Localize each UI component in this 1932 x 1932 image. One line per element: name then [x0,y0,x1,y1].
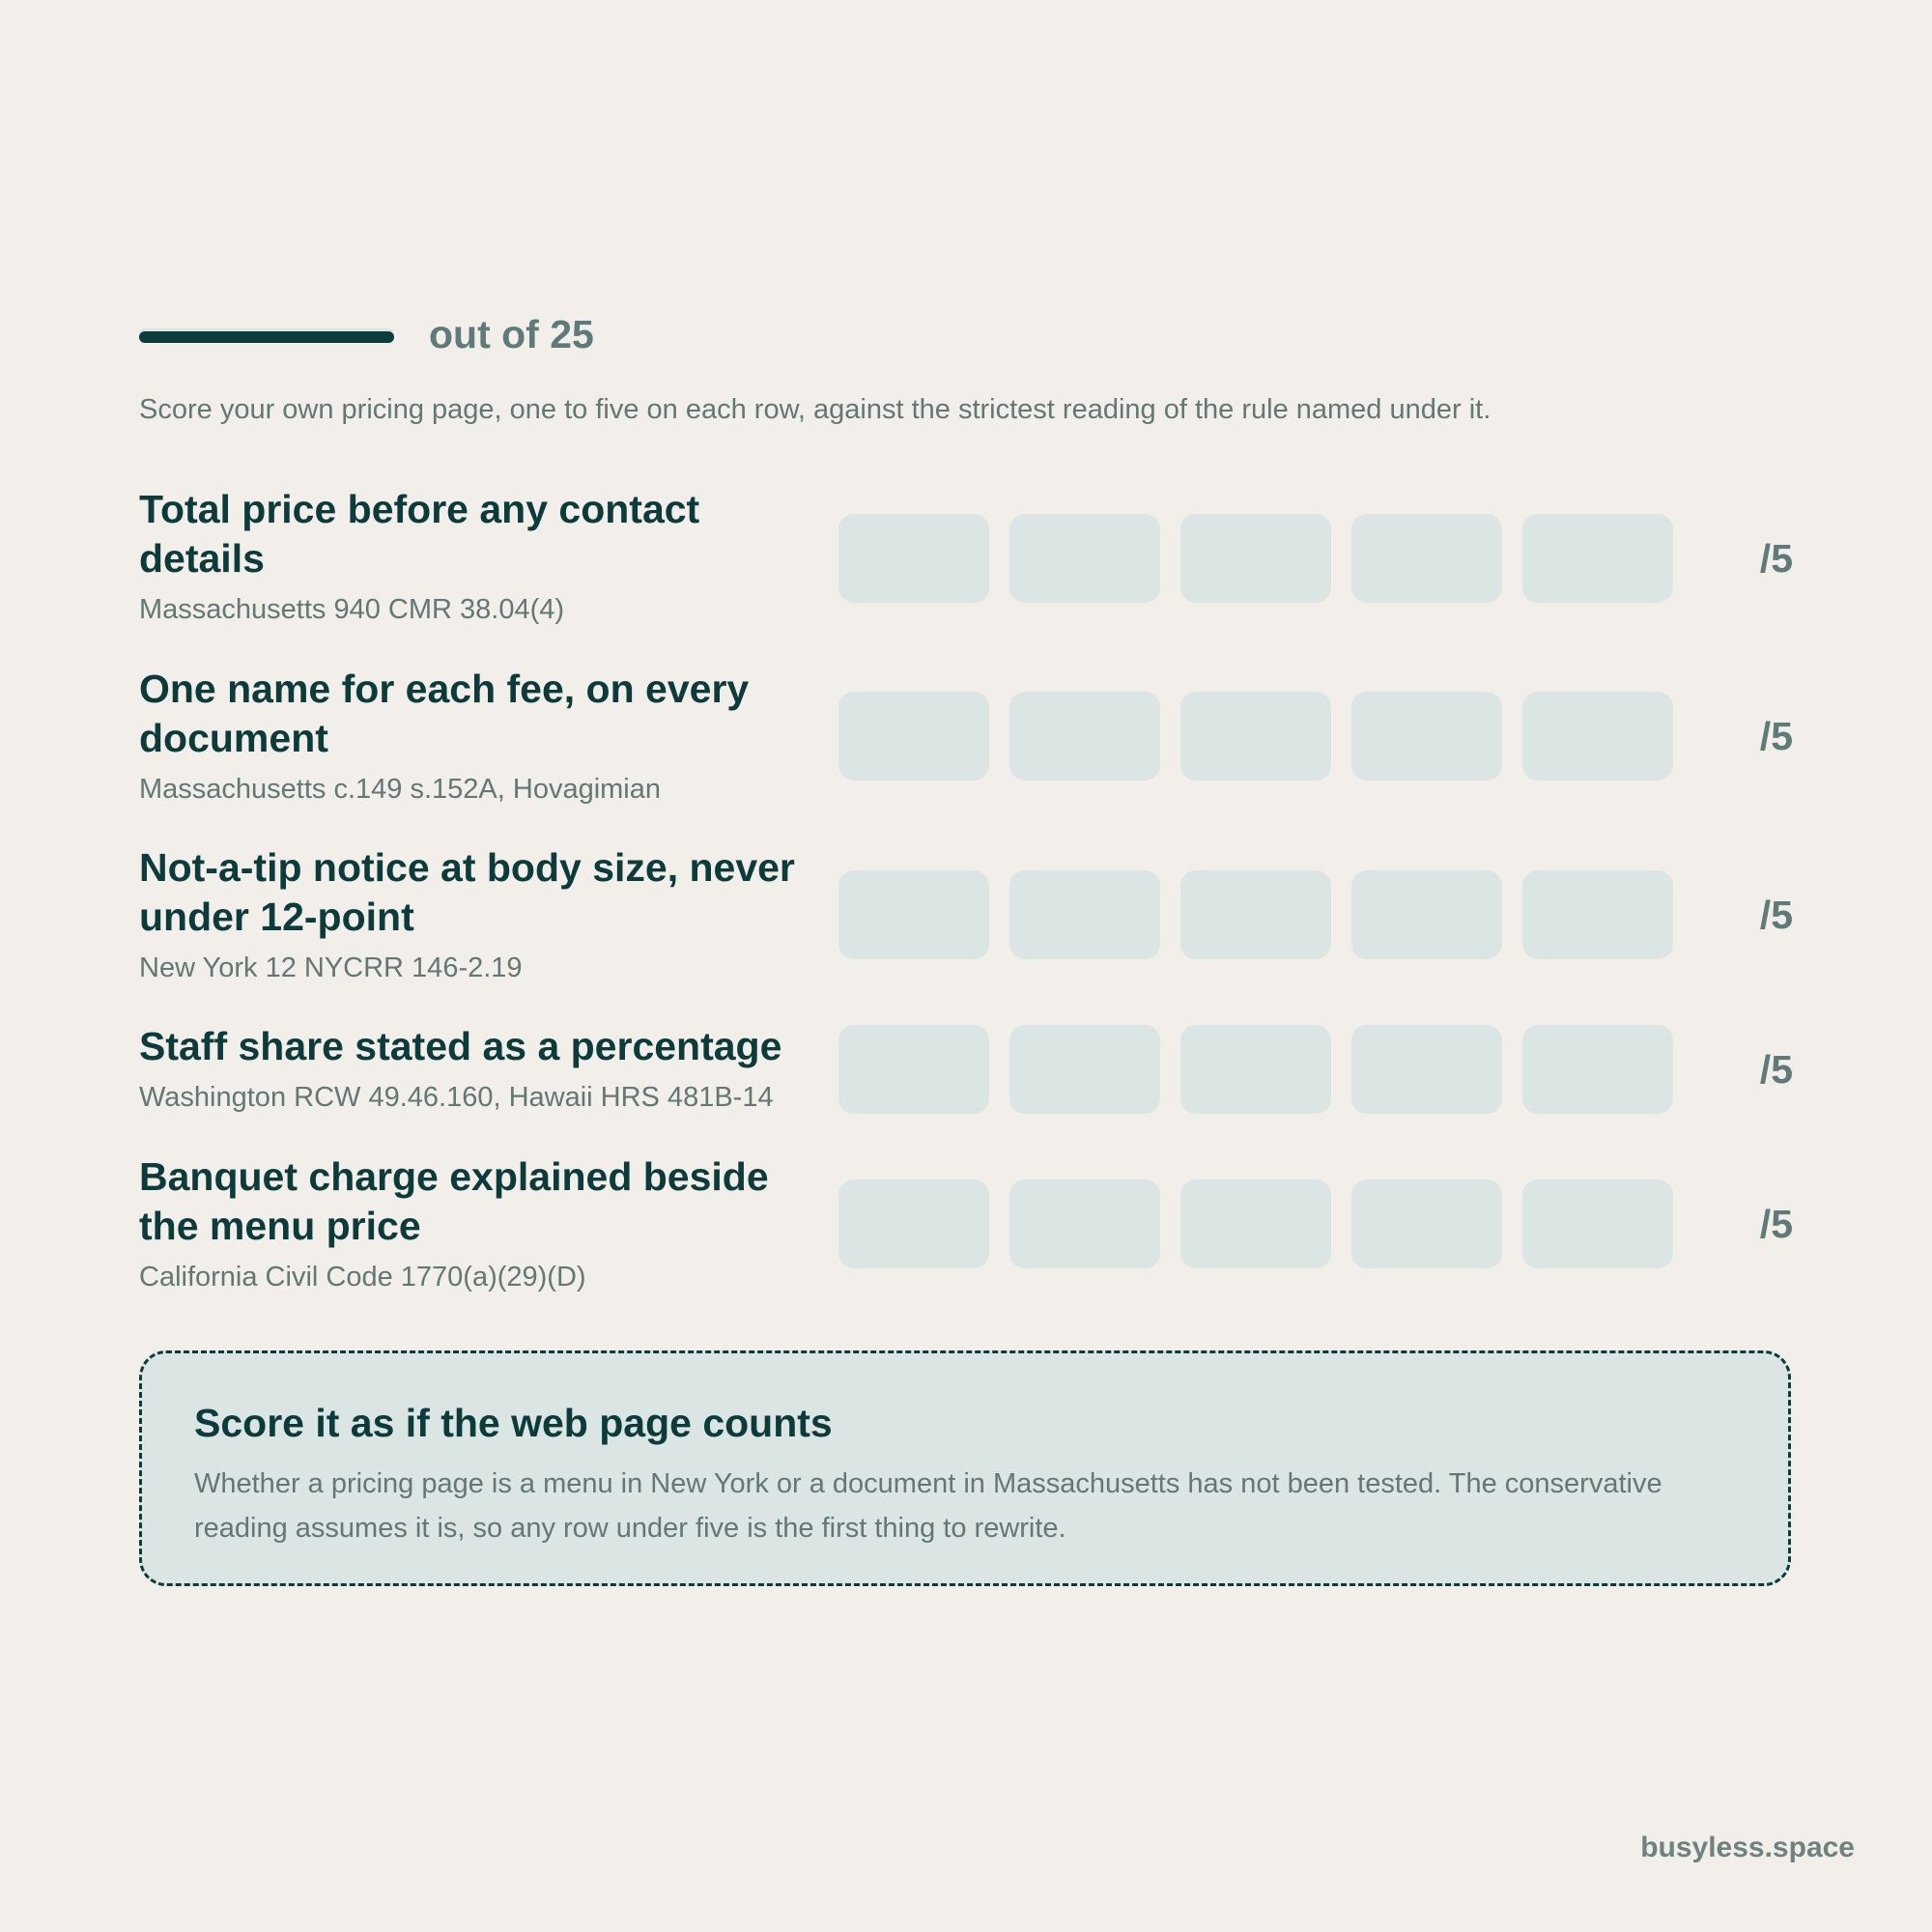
score-box-2[interactable] [1009,1179,1160,1268]
score-box-1[interactable] [838,1025,989,1114]
note-box [139,1350,1791,1586]
score-box-4[interactable] [1351,870,1502,959]
note-body: Whether a pricing page is a menu in New York or a document in Massachusetts has not been tested. The conservative reading assumes it is, so any row under five is the first thing to rewrite. [194,1468,1662,1544]
criterion-rule: Washington RCW 49.46.160, Hawaii HRS 481B-14 [139,1082,774,1113]
score-box-1[interactable] [838,1179,989,1268]
criterion-rule: Massachusetts c.149 s.152A, Hovagimian [139,774,661,805]
criterion-text [139,843,806,985]
score-box-4[interactable] [1351,1025,1502,1114]
score-box-1[interactable] [838,692,989,781]
score-box-5[interactable] [1522,692,1673,781]
score-box-2[interactable] [1009,1025,1160,1114]
score-selector [838,1025,1673,1114]
score-box-3[interactable] [1180,1025,1331,1114]
total-score-bar [139,331,394,343]
score-box-3[interactable] [1180,692,1331,781]
criterion-title: Banquet charge explained beside the menu price [139,1154,769,1248]
score-box-1[interactable] [838,514,989,603]
criterion-text [139,1152,806,1294]
criterion-rule: Massachusetts 940 CMR 38.04(4) [139,594,565,625]
score-box-1[interactable] [838,870,989,959]
criterion-title: Staff share stated as a percentage [139,1024,782,1068]
row-max-label: /5 [1759,1047,1793,1092]
score-box-3[interactable] [1180,514,1331,603]
site-url: busyless.space [1640,1832,1855,1863]
score-box-4[interactable] [1351,514,1502,603]
score-box-5[interactable] [1522,1025,1673,1114]
note-title: Score it as if the web page counts [194,1401,833,1445]
criterion-title: Not-a-tip notice at body size, never under 12-point [139,845,795,939]
score-selector [838,870,1673,959]
score-header [139,307,594,361]
row-max-label: /5 [1759,1202,1793,1246]
row-max-label: /5 [1759,893,1793,937]
score-box-3[interactable] [1180,1179,1331,1268]
score-box-3[interactable] [1180,870,1331,959]
criterion-title: Total price before any contact details [139,487,700,581]
criterion-text [139,1022,806,1115]
score-box-4[interactable] [1351,692,1502,781]
score-selector [838,1179,1673,1268]
score-box-5[interactable] [1522,514,1673,603]
row-max-label: /5 [1759,714,1793,758]
criterion-rule: New York 12 NYCRR 146-2.19 [139,952,523,983]
score-box-5[interactable] [1522,870,1673,959]
intro-text: Score your own pricing page, one to five on each row, against the strictest reading of the rule named under it. [139,394,1492,425]
score-box-4[interactable] [1351,1179,1502,1268]
score-box-5[interactable] [1522,1179,1673,1268]
criterion-text [139,665,806,807]
score-box-2[interactable] [1009,514,1160,603]
total-score-label: out of 25 [429,312,594,356]
score-box-2[interactable] [1009,692,1160,781]
criterion-rule: California Civil Code 1770(a)(29)(D) [139,1262,586,1293]
score-selector [838,514,1673,603]
criterion-title: One name for each fee, on every document [139,667,750,760]
row-max-label: /5 [1759,536,1793,581]
score-box-2[interactable] [1009,870,1160,959]
criterion-text [139,485,806,627]
score-selector [838,692,1673,781]
